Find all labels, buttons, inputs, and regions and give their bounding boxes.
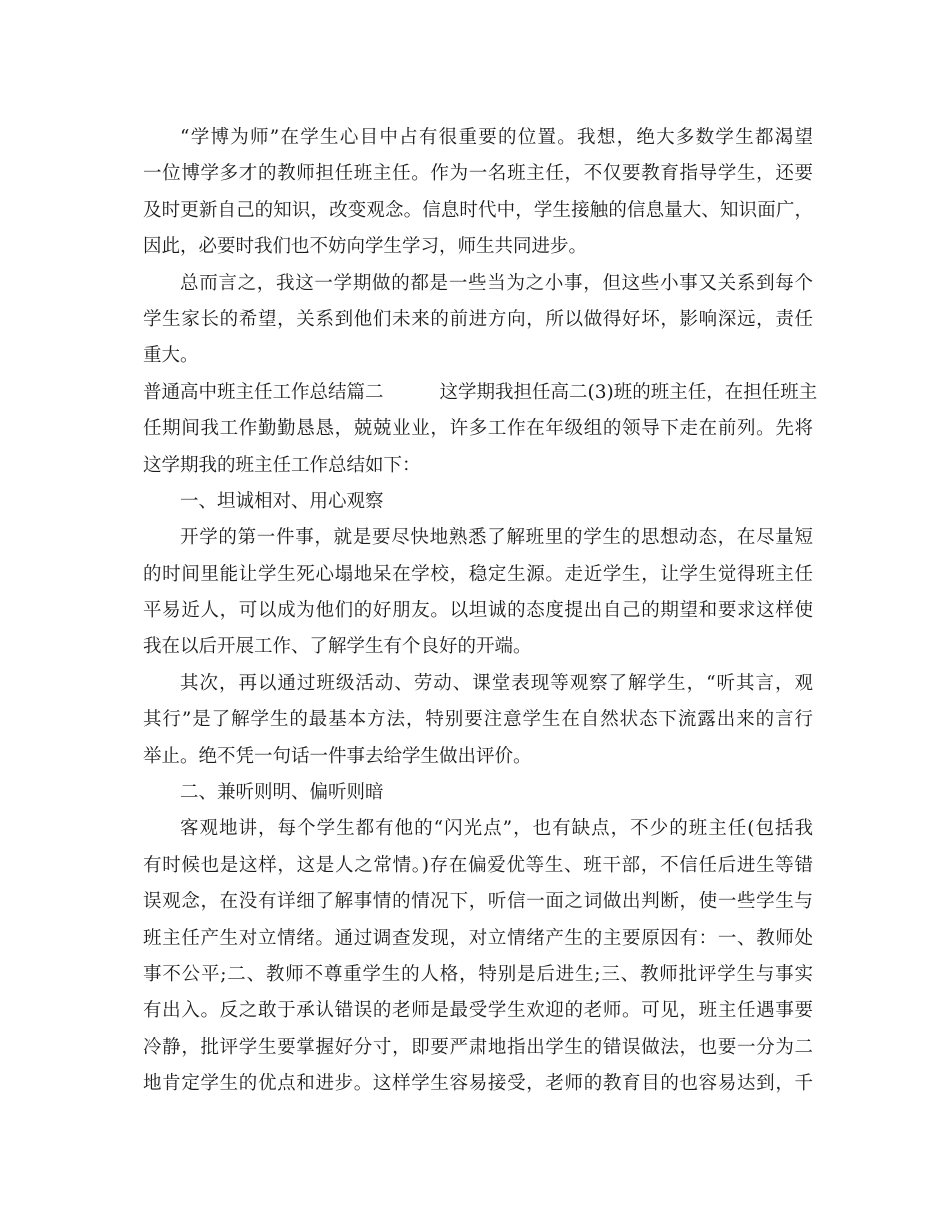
text-line: 二、兼听则明、偏听则暗: [180, 782, 384, 804]
section-title: 普通高中班主任工作总结篇二: [143, 381, 384, 403]
text-line: 举止。绝不凭一句话一件事去给学生做出评价。: [143, 745, 532, 767]
text-line: 因此，必要时我们也不妨向学生学习，师生共同进步。: [143, 236, 588, 258]
text-line: 学生家长的希望，关系到他们未来的前进方向，所以做得好坏，影响深远，责任: [143, 308, 813, 330]
text-line: 开学的第一件事，就是要尽快地熟悉了解班里的学生的思想动态，在尽量短: [180, 527, 813, 549]
section-heading-line: [143, 375, 818, 411]
text-line: 平易近人，可以成为他们的好朋友。以坦诚的态度提出自己的期望和要求这样使: [143, 600, 813, 622]
text-line: 班主任产生对立情绪。通过调查发现，对立情绪产生的主要原因有：一、教师处: [143, 927, 813, 949]
text-line: 任期间我工作勤勤恳恳，兢兢业业，许多工作在年级组的领导下走在前列。先将: [143, 418, 813, 440]
text-line: 总而言之，我这一学期做的都是一些当为之小事，但这些小事又关系到每个: [180, 272, 813, 294]
text-line: 冷静，批评学生要掌握好分寸，即要严肃地指出学生的错误做法，也要一分为二: [143, 1036, 813, 1058]
text-line: 事不公平;二、教师不尊重学生的人格，特别是后进生;三、教师批评学生与事实: [143, 963, 813, 985]
text-line: 有时候也是这样，这是人之常情。)存在偏爱优等生、班干部，不信任后进生等错: [143, 854, 813, 876]
text-line: 客观地讲，每个学生都有他的“闪光点”，也有缺点，不少的班主任(包括我: [180, 818, 813, 840]
text-line: 的时间里能让学生死心塌地呆在学校，稳定生源。走近学生，让学生觉得班主任: [143, 563, 813, 585]
text-line: 地肯定学生的优点和进步。这样学生容易接受，老师的教育目的也容易达到，千: [143, 1073, 813, 1095]
text-line: 重大。: [143, 345, 199, 367]
text-line: “学博为师”在学生心目中占有很重要的位置。我想，绝大多数学生都渴望: [180, 127, 813, 148]
document-body: [143, 120, 818, 1103]
text-line: 这学期我的班主任工作总结如下：: [143, 454, 421, 476]
text-line: 一、坦诚相对、用心观察: [180, 490, 384, 512]
text-line: 其行”是了解学生的最基本方法，特别要注意学生在自然状态下流露出来的言行: [143, 709, 813, 731]
text-line: 有出入。反之敢于承认错误的老师是最受学生欢迎的老师。可见，班主任遇事要: [143, 1000, 813, 1022]
text-line: 及时更新自己的知识，改变观念。信息时代中，学生接触的信息量大、知识面广，: [143, 199, 813, 221]
line-text: 这学期我担任高二(3)班的班主任，在担任班主: [439, 381, 818, 403]
text-line: 误观念，在没有详细了解事情的情况下，听信一面之词做出判断，使一些学生与: [143, 891, 813, 913]
text-line: 其次，再以通过班级活动、劳动、课堂表现等观察了解学生，“听其言，观: [180, 672, 813, 694]
text-line: 我在以后开展工作、了解学生有个良好的开端。: [143, 636, 532, 658]
text-line: 一位博学多才的教师担任班主任。作为一名班主任，不仅要教育指导学生，还要: [143, 163, 813, 185]
